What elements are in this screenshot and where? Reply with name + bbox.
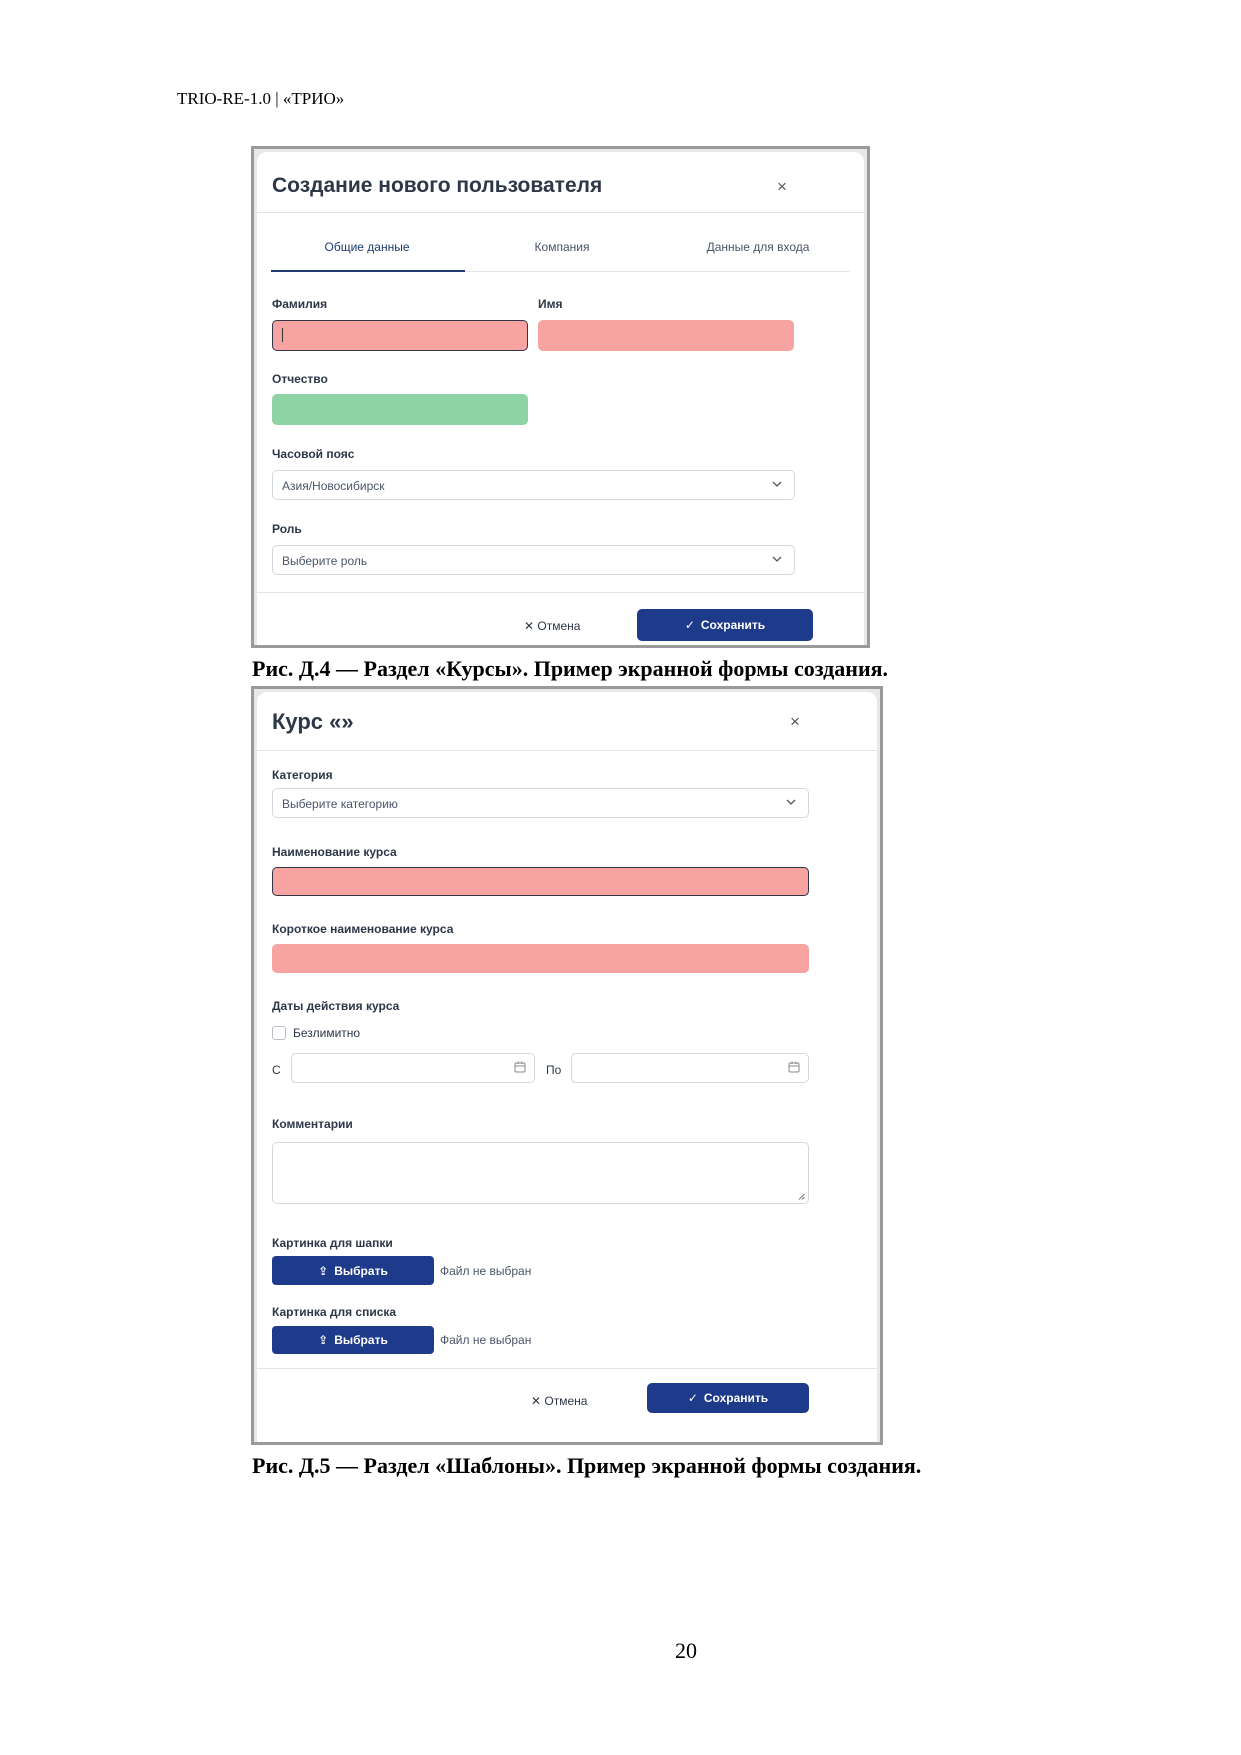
timezone-label: Часовой пояс: [272, 447, 355, 461]
modal-title: Курс «»: [272, 709, 354, 734]
course-modal: [257, 692, 877, 1442]
list-image-status: Файл не выбран: [440, 1333, 532, 1347]
check-icon: ✓: [684, 618, 695, 632]
modal-title: Создание нового пользователя: [272, 174, 603, 197]
date-to-input[interactable]: [571, 1053, 809, 1083]
choose-label: Выбрать: [334, 1333, 388, 1347]
calendar-icon: [788, 1061, 800, 1073]
upload-icon: ⇪: [318, 1263, 329, 1278]
header-divider: [257, 212, 864, 213]
text-cursor: [282, 328, 283, 342]
short-name-label: Короткое наименование курса: [272, 922, 454, 936]
role-label: Роль: [272, 522, 302, 536]
choose-header-image-button[interactable]: [272, 1256, 434, 1285]
timezone-value: Азия/Новосибирск: [282, 479, 385, 493]
screenshot-course: [251, 686, 883, 1445]
figure-caption-d4: Рис. Д.4 — Раздел «Курсы». Пример экранной формы создания.: [252, 656, 889, 681]
close-icon[interactable]: ×: [777, 177, 787, 196]
patronymic-input[interactable]: [272, 394, 528, 425]
screenshot-create-user: [251, 146, 870, 648]
unlimited-label: Безлимитно: [293, 1026, 361, 1040]
header-image-status: Файл не выбран: [440, 1264, 532, 1278]
page-number: 20: [675, 1638, 697, 1663]
choose-list-image-button[interactable]: [272, 1326, 434, 1354]
role-placeholder: Выберите роль: [282, 554, 368, 568]
last-name-label: Фамилия: [272, 297, 328, 311]
first-name-label: Имя: [538, 297, 563, 311]
last-name-input[interactable]: [272, 320, 528, 351]
short-name-input[interactable]: [272, 944, 809, 973]
patronymic-label: Отчество: [272, 372, 328, 386]
cancel-label: Отмена: [544, 1394, 588, 1408]
save-label: Сохранить: [703, 1391, 769, 1405]
role-select[interactable]: [272, 545, 795, 575]
first-name-input[interactable]: [538, 320, 794, 351]
unlimited-checkbox[interactable]: [272, 1026, 286, 1040]
save-label: Сохранить: [700, 618, 766, 632]
chevron-down-icon: [770, 477, 784, 491]
save-button[interactable]: [637, 609, 813, 641]
header-divider: [257, 750, 877, 751]
timezone-select[interactable]: [272, 470, 795, 500]
date-to-label: По: [546, 1063, 562, 1077]
close-icon: ✕: [531, 1394, 542, 1408]
choose-label: Выбрать: [334, 1263, 388, 1278]
list-image-label: Картинка для списка: [272, 1305, 397, 1319]
comments-label: Комментарии: [272, 1117, 353, 1131]
save-button[interactable]: [647, 1383, 809, 1413]
footer-divider: [257, 1368, 877, 1369]
course-name-input[interactable]: [272, 867, 809, 896]
cancel-button[interactable]: [531, 1394, 587, 1408]
figure-caption-d5: Рис. Д.5 — Раздел «Шаблоны». Пример экранной формы создания.: [252, 1453, 922, 1478]
category-label: Категория: [272, 768, 333, 782]
tab-general[interactable]: Общие данные: [324, 240, 410, 254]
resize-handle-icon[interactable]: [798, 1193, 805, 1200]
date-from-label: С: [272, 1063, 281, 1077]
course-name-label: Наименование курса: [272, 845, 397, 859]
close-icon: ✕: [524, 619, 535, 633]
chevron-down-icon: [770, 552, 784, 566]
date-from-input[interactable]: [291, 1053, 535, 1083]
cancel-button[interactable]: [524, 619, 580, 633]
chevron-down-icon: [784, 795, 798, 809]
document-header: TRIO-RE-1.0 | «ТРИО»: [177, 89, 345, 108]
close-icon[interactable]: ×: [790, 712, 800, 731]
active-tab-indicator: [271, 270, 465, 272]
create-user-modal: [257, 152, 864, 645]
header-image-label: Картинка для шапки: [272, 1236, 393, 1250]
tab-company[interactable]: Компания: [534, 240, 590, 254]
comments-textarea[interactable]: [272, 1142, 809, 1204]
tab-login-data[interactable]: Данные для входа: [706, 240, 810, 254]
footer-divider: [257, 592, 864, 593]
course-dates-label: Даты действия курса: [272, 999, 400, 1013]
check-icon: ✓: [687, 1391, 698, 1405]
upload-icon: ⇪: [318, 1333, 329, 1347]
category-select[interactable]: [272, 788, 809, 818]
calendar-icon: [514, 1061, 526, 1073]
category-placeholder: Выберите категорию: [282, 797, 398, 811]
cancel-label: Отмена: [537, 619, 581, 633]
